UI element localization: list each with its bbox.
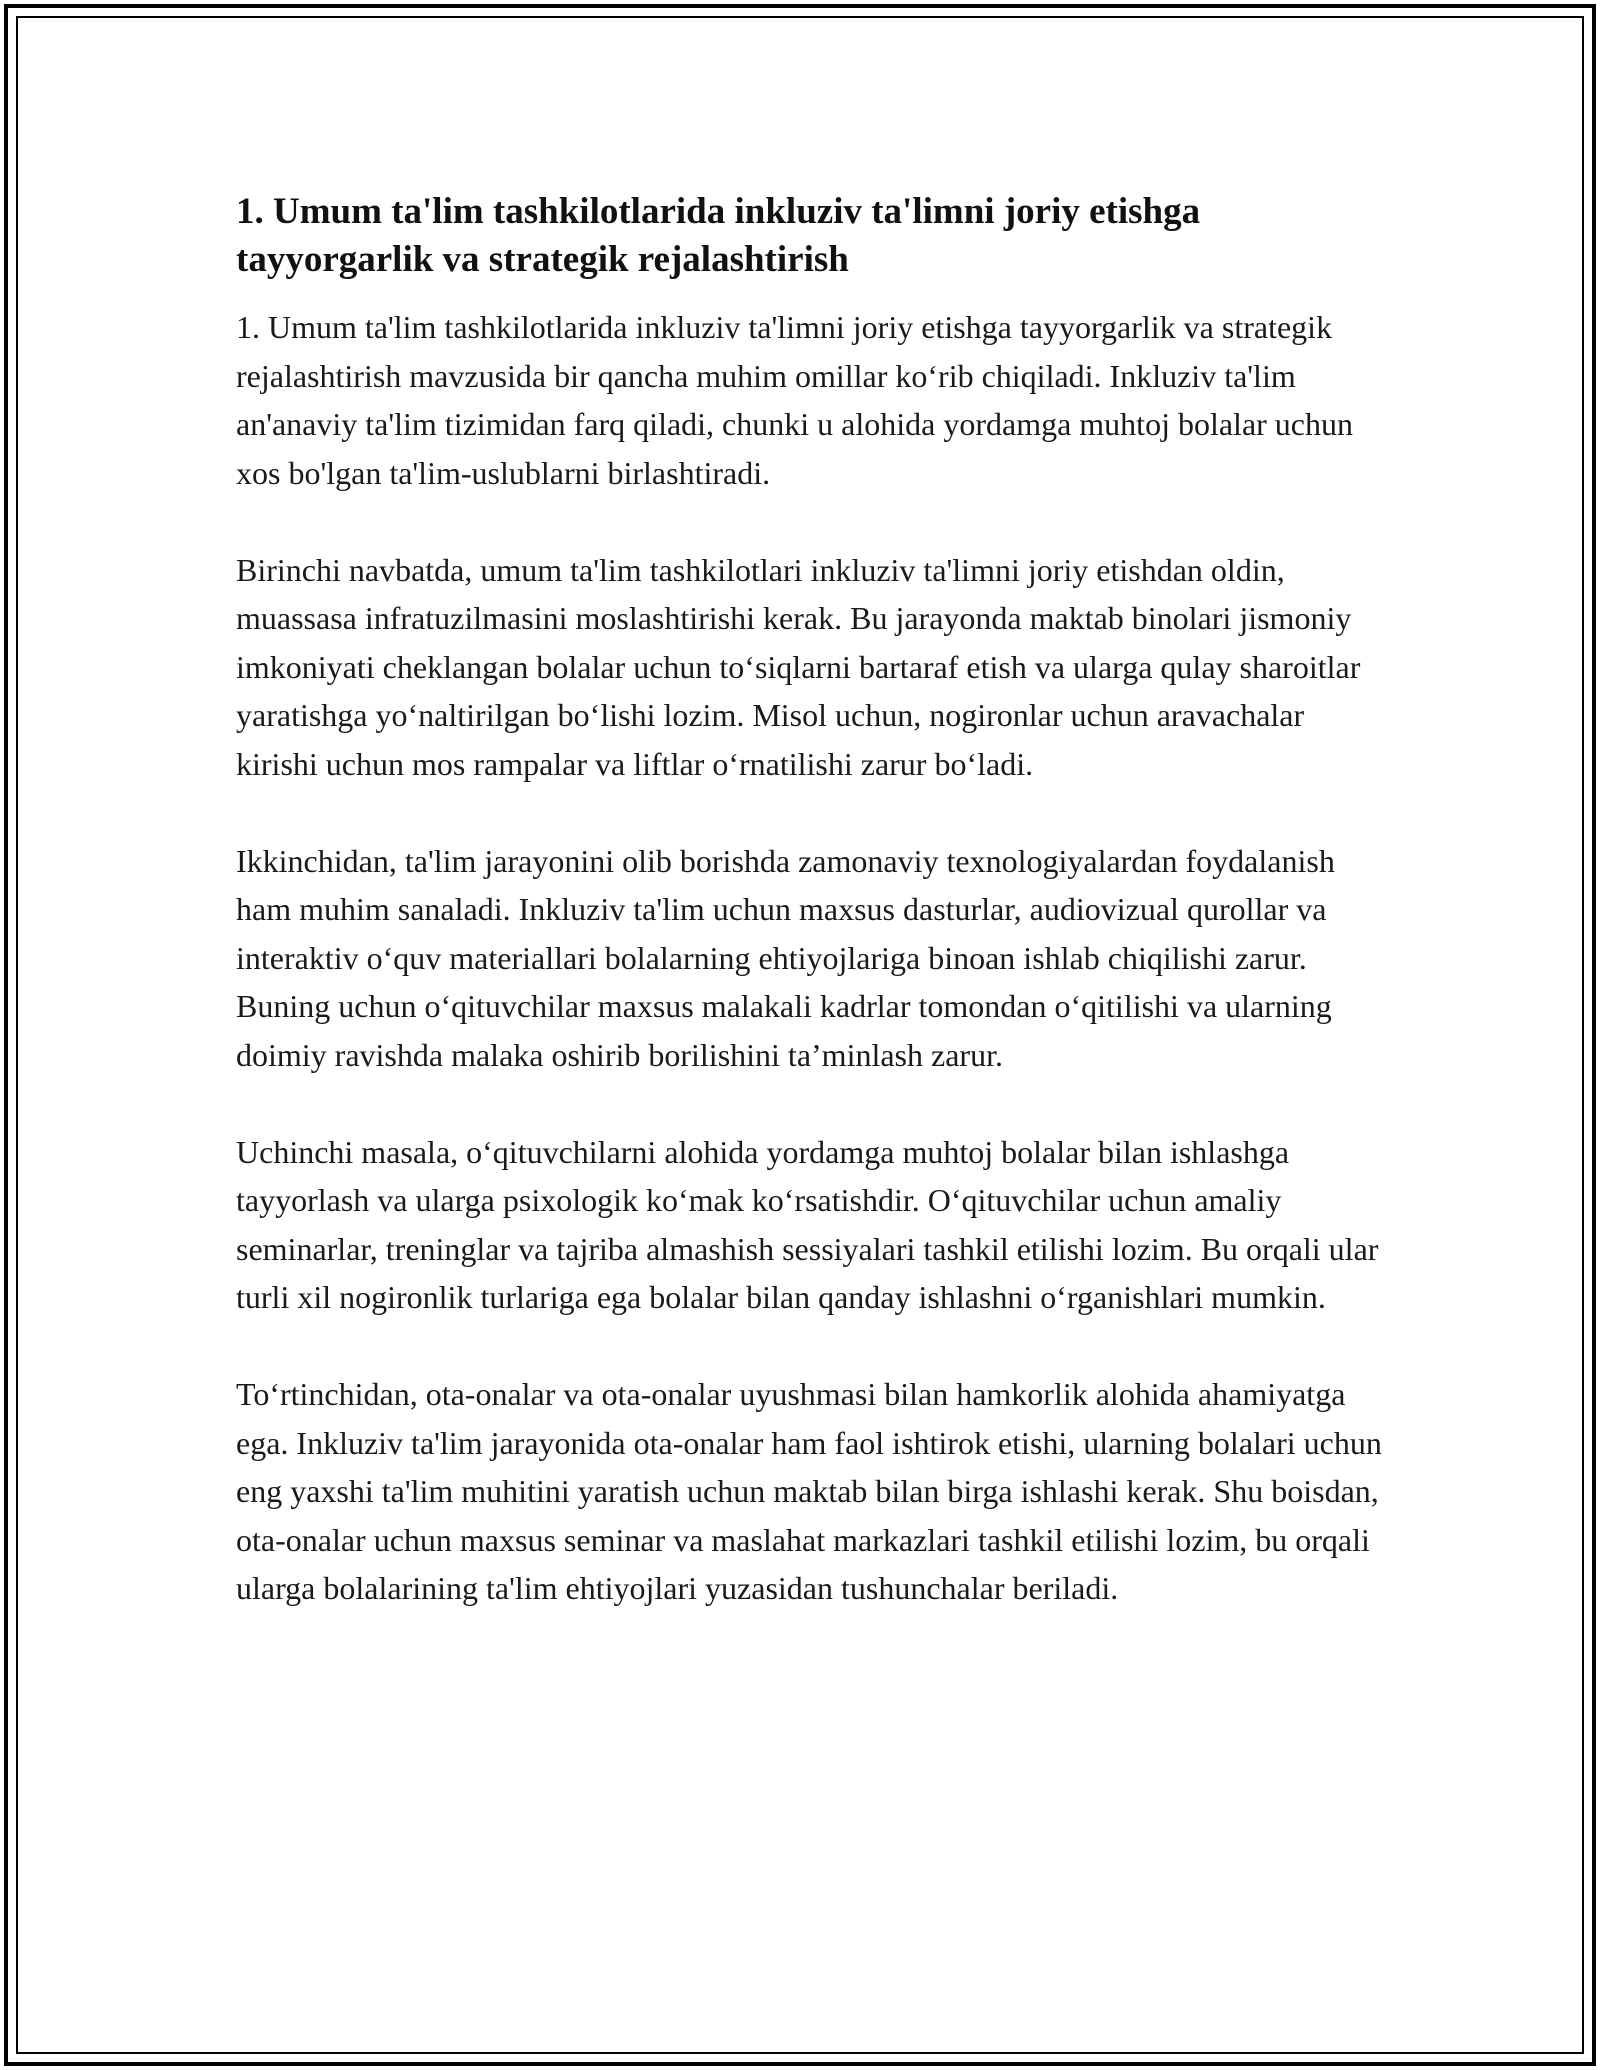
paragraph-third: Uchinchi masala, oʻqituvchilarni alohida yordamga muhtoj bolalar bilan ishlashga tayyorlash va ularga psixologik koʻmak koʻrsatishdir. Oʻqituvchilar uchun amaliy seminarlar, treninglar va tajriba almashish sessiyalari tashkil etilishi lozim. Bu orqali ular turli xil nogironlik turlariga ega bolalar bilan qanday ishlashni oʻrganishlari mumkin. bbox=[236, 1133, 1379, 1315]
document-body bbox=[236, 188, 1386, 1613]
paragraph-fourth: Toʻrtinchidan, ota-onalar va ota-onalar uyushmasi bilan hamkorlik alohida ahamiyatga ega. Inkluziv ta'lim jarayonida ota-onalar ham faol ishtirok etishi, ularning bolalari uchun eng yaxshi ta'lim muhitini yaratish uchun maktab bilan birga ishlashi kerak. Shu boisdan, ota-onalar uchun maxsus seminar va maslahat markazlari tashkil etilishi lozim, bu orqali ularga bolalarining ta'lim ehtiyojlari yuzasidan tushunchalar beriladi. bbox=[236, 1376, 1382, 1606]
paragraph-first: Birinchi navbatda, umum ta'lim tashkilotlari inkluziv ta'limni joriy etishdan oldin, muassasa infratuzilmasini moslashtirishi kerak. Bu jarayonda maktab binolari jismoniy imkoniyati cheklangan bolalar uchun toʻsiqlarni bartaraf etish va ularga qulay sharoitlar yaratishga yoʻnaltirilgan boʻlishi lozim. Misol uchun, nogironlar uchun aravachalar kirishi uchun mos rampalar va liftlar oʻrnatilishi zarur boʻladi. bbox=[236, 551, 1361, 782]
paragraph-second: Ikkinchidan, ta'lim jarayonini olib borishda zamonaviy texnologiyalardan foydalanish ham muhim sanaladi. Inkluziv ta'lim uchun maxsus dasturlar, audiovizual qurollar va interaktiv oʻquv materiallari bolalarning ehtiyojlariga binoan ishlab chiqilishi zarur. Buning uchun oʻqituvchilar maxsus malakali kadrlar tomondan oʻqitilishi va ularning doimiy ravishda malaka oshirib borilishini ta’minlash zarur. bbox=[236, 842, 1335, 1073]
paragraph-intro: 1. Umum ta'lim tashkilotlarida inkluziv ta'limni joriy etishga tayyorgarlik va strategik rejalashtirish mavzusida bir qancha muhim omillar koʻrib chiqiladi. Inkluziv ta'lim an'anaviy ta'lim tizimidan farq qiladi, chunki u alohida yordamga muhtoj bolalar uchun xos bo'lgan ta'lim-uslublarni birlashtiradi. bbox=[236, 309, 1353, 491]
document-title: 1. Umum ta'lim tashkilotlarida inkluziv ta'limni joriy etishga tayyorgarlik va strategik rejalashtirish bbox=[236, 191, 1201, 280]
